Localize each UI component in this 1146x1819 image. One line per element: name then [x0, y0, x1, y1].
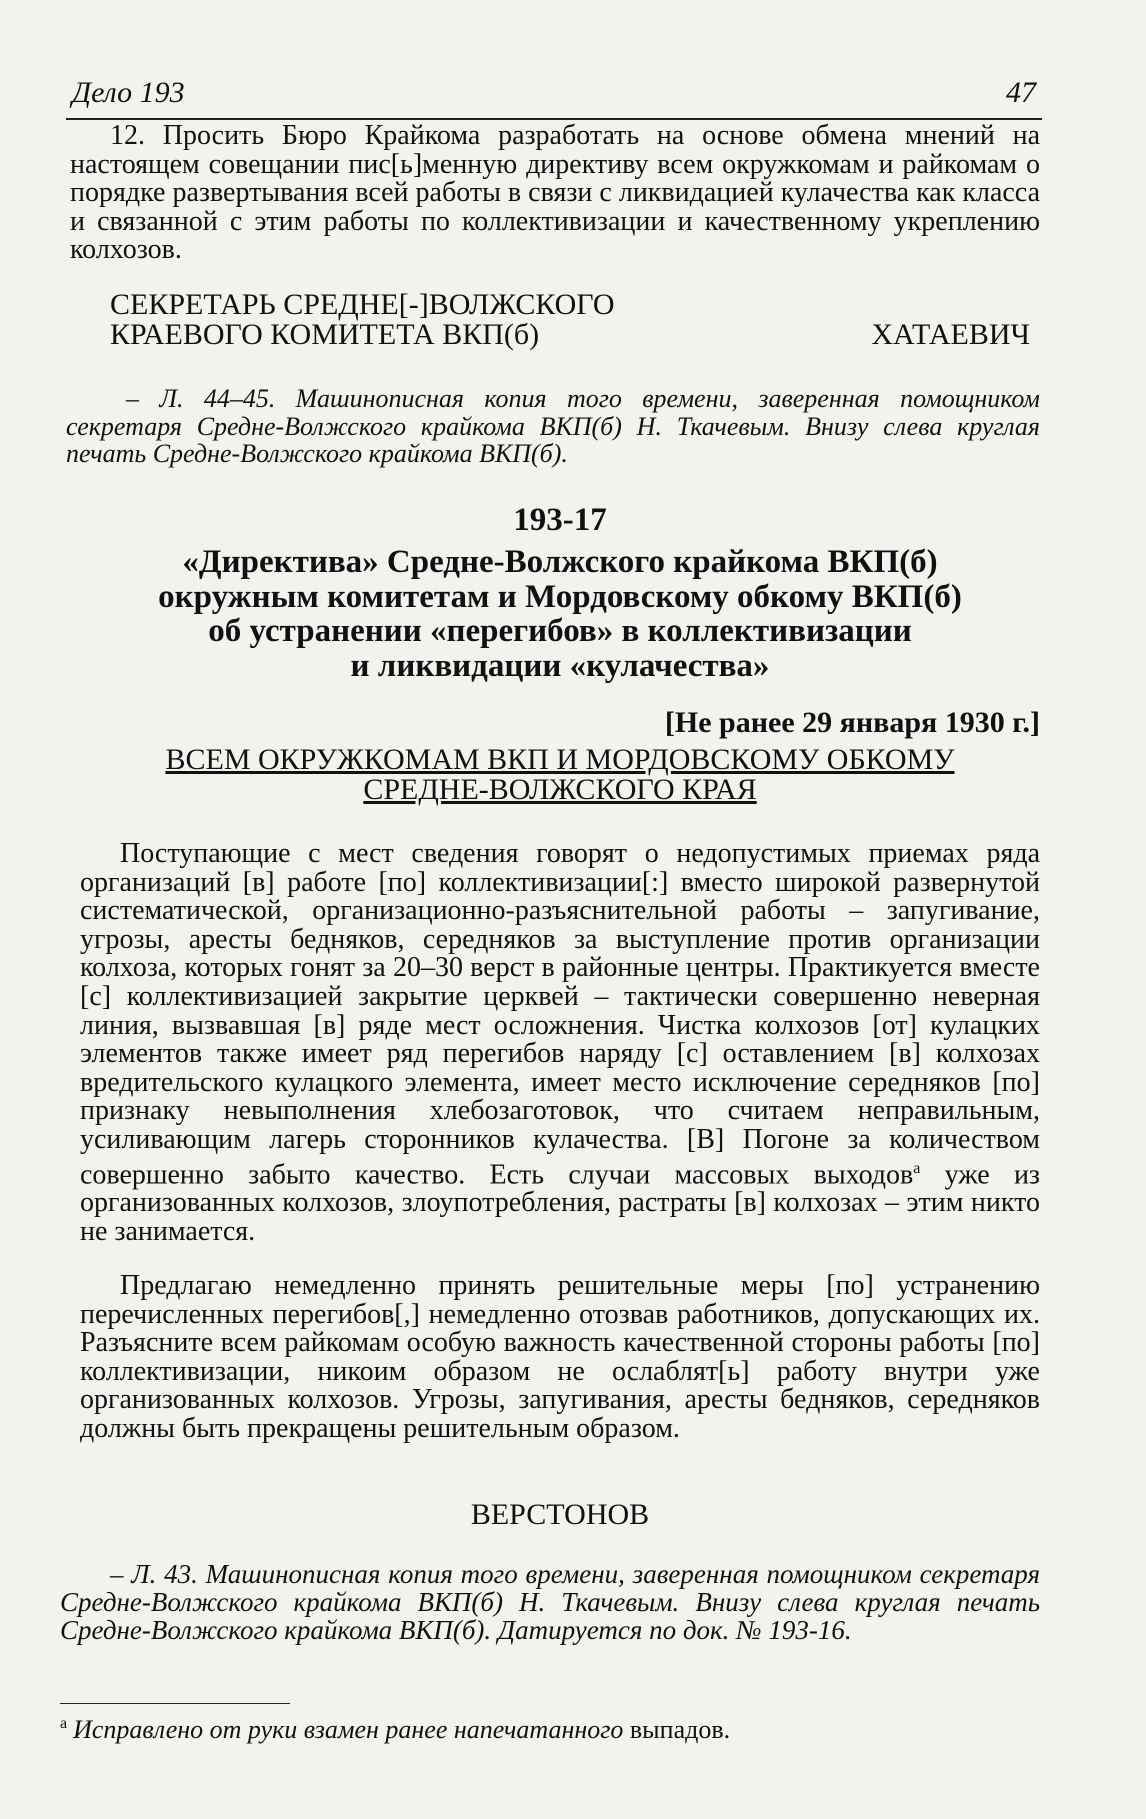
footnote-plain-text: выпадов.: [623, 1715, 731, 1744]
page-number: 47: [1006, 76, 1036, 109]
signature-block-khataevich: [110, 290, 1040, 350]
document-number: 193-17: [513, 502, 607, 538]
case-label: Дело 193: [72, 76, 185, 109]
directive-paragraph-1: [80, 840, 1040, 1247]
signature-title-line1: СЕКРЕТАРЬ СРЕДНЕ[-]ВОЛЖСКОГО: [110, 288, 615, 321]
document-page: [60, 40, 1040, 1780]
title-line: окружным комитетам и Мордовскому обкому ВКП(б): [158, 578, 962, 615]
signer-name: ВЕРСТОНОВ: [470, 1498, 650, 1531]
addressee-line2: СРЕДНЕ-ВОЛЖСКОГО КРАЯ: [363, 773, 757, 806]
archival-source-note-1: – Л. 44–45. Машинописная копия того времени, заверенная помощником секретаря Средне-Волжского крайкома ВКП(б) Н. Ткачевым. Внизу слева круглая печать Средне-Волжского крайкома ВКП(б).: [66, 384, 1040, 468]
title-line: и ликвидации «кулачества»: [350, 647, 770, 684]
footnote: [60, 1715, 1040, 1745]
directive-paragraph-2: Предлагаю немедленно принять решительные меры [по] устранению перечисленных перегибов[,] немедленно отозвав работников, допускающих их. Разъясните всем райкомам особую важность качественной стороны работы [по] коллективизации, никоим образом не ослаблят[ь] работу внутри уже организованных колхозов. Угрозы, запугивания, аресты бедняков, середняков должны быть прекращены решительным образом.: [80, 1270, 1040, 1444]
footnote-italic-text: Исправлено от руки взамен ранее напечатанного: [73, 1715, 624, 1744]
footnote-divider: [60, 1703, 290, 1704]
document-title: [60, 545, 1060, 683]
addressee-line1: ВСЕМ ОКРУЖКОМАМ ВКП И МОРДОВСКОМУ ОБКОМУ: [165, 743, 955, 776]
paragraph-text: Поступающие с мест сведения говорят о недопустимых приемах ряда организаций [в] работе [по] коллективизации[:] вместо широкой развернутой систематической, организационно-разъяснительной работы – запугивание, угрозы, аресты бедняков, середняков за выступление против организации колхоза, которых гонят за 20–30 верст в районные центры. Практикуется вместе [с] коллективизацией закрытие церквей – тактически совершенно неверная линия, вызвавшая [в] ряде мест осложнения. Чистка колхозов [от] кулацких элементов также имеет ряд перегибов наряду [с] оставлением [в] колхозах вредительского кулацкого элемента, имеет место исключение середняков [по] признаку невыполнения хлебозаготовок, что считаем неправильным, усиливающим лагерь сторонников кулачества. [В] Погоне за количеством совершенно забыто качество. Есть случаи массовых выходов: [80, 838, 1040, 1190]
running-head: [66, 68, 1042, 120]
document-date: [Не ранее 29 января 1930 г.]: [664, 706, 1040, 739]
item-12-paragraph: 12. Просить Бюро Крайкома разработать на основе обмена мнений на настоящем совещании пис[ь]менную директиву всем окружкомам и райкомам о порядке развертывания всей работы в связи с ликвидацией кулачества как класса и связанной с этим работы по коллективизации и качественному укреплению колхозов.: [70, 120, 1040, 266]
paragraph-text: уже из организованных колхозов, злоупотребления, растраты [в] колхозах – этим никто не занимается.: [80, 1158, 1040, 1248]
footnote-reference: а: [913, 1159, 921, 1177]
footnote-mark: а: [60, 1715, 68, 1733]
title-line: «Директива» Средне-Волжского крайкома ВКП(б): [182, 544, 938, 580]
addressee: [60, 745, 1060, 805]
archival-source-note-2: – Л. 43. Машинописная копия того времени, заверенная помощником секретаря Средне-Волжского крайкома ВКП(б) Н. Ткачевым. Внизу слева круглая печать Средне-Волжского крайкома ВКП(б). Датируется по док. № 193-16.: [60, 1559, 1040, 1645]
signature-title-line2: КРАЕВОГО КОМИТЕТА ВКП(б): [110, 318, 540, 351]
signature-name: ХАТАЕВИЧ: [871, 318, 1030, 351]
title-line: об устранении «перегибов» в коллективизации: [208, 613, 912, 649]
